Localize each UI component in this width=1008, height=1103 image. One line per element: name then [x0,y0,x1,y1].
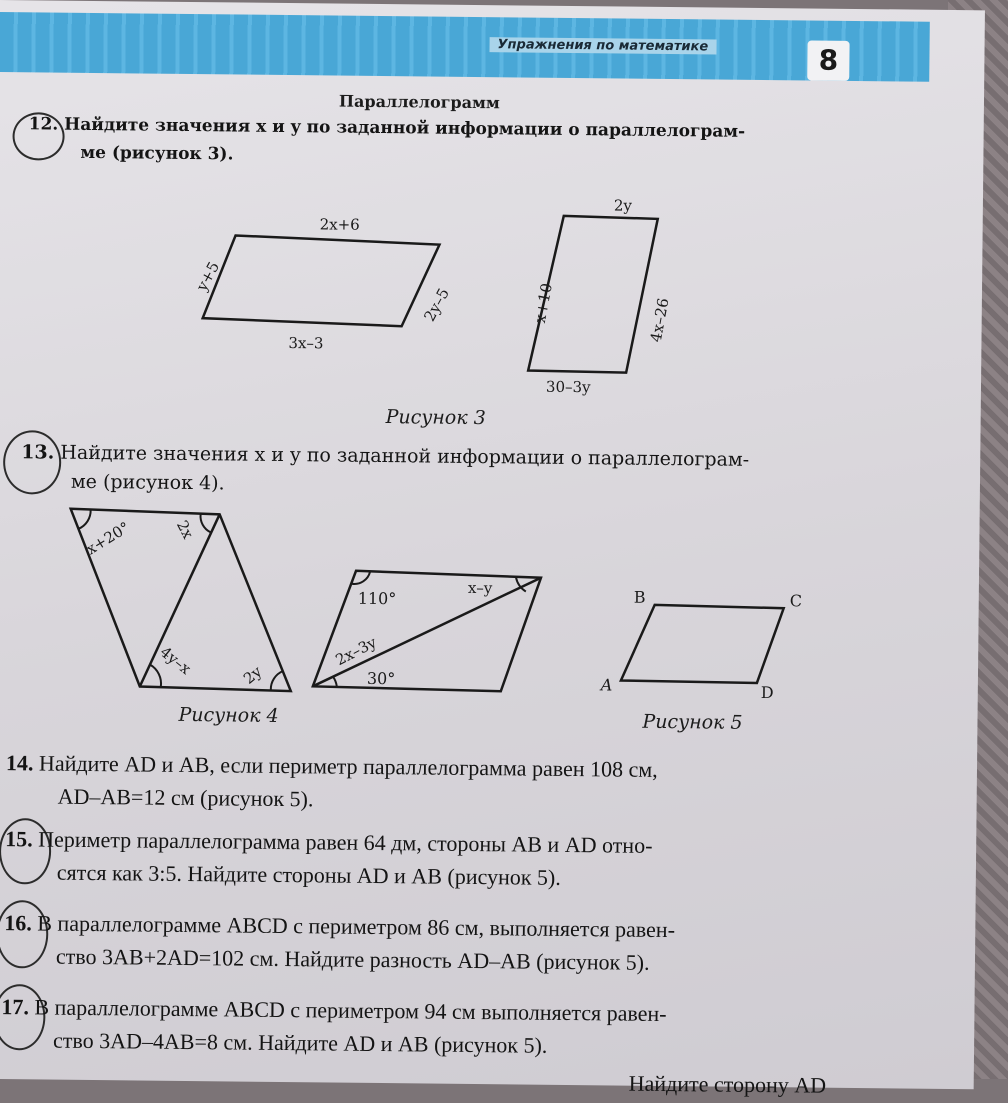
task-text-line: В параллелограмме ABCD с периметром 94 см выполняется равен- [34,994,667,1027]
vertex-c-label: C [789,591,803,611]
task-15 [5,822,906,897]
side-label-bottom: 3x–3 [288,334,324,353]
task-number: 12. [28,114,59,135]
task-text-line: ство 3AB+2AD=102 см. Найдите разность AD–AB (рисунок 5). [55,943,650,975]
angle-arc [200,514,210,532]
footer-partial-text: Найдите сторону AD [628,1070,827,1098]
task-text-line: Найдите значения x и y по заданной информации о параллелограм- [60,441,750,471]
task-17 [1,990,902,1065]
angle-label-bottom-right: 2y [239,662,266,688]
angle-label-bottom: 30° [366,668,396,689]
figure-3-caption: Рисунок 3 [385,406,486,430]
parallelogram-abcd [621,605,784,684]
side-label-top: 2x+6 [319,215,360,234]
task-text-line: В параллелограмме ABCD с периметром 86 см, выполняется равен- [37,910,676,943]
task-text-line: ме (рисунок 4). [70,470,225,495]
task-12 [28,110,849,175]
side-label-top: 2y [613,196,633,215]
task-number: 14. [5,750,34,776]
angle-arc [333,677,337,687]
side-label-right: 4x–26 [646,296,673,344]
figure-4-caption: Рисунок 4 [178,703,279,727]
side-label-right: 2y–5 [420,285,453,325]
side-label-left: y+5 [192,258,224,295]
task-text-line: Найдите значения x и y по заданной информации о параллелограм- [64,114,746,142]
angle-label-middle: 2x–3y [332,633,380,670]
task-number: 16. [4,910,32,936]
chapter-number: 8 [807,40,849,80]
task-text-line: ме (рисунок 3). [80,142,234,165]
task-text-line: ство 3AD–4AB=8 см. Найдите AD и AB (рисунок 5). [52,1027,548,1058]
task-number: 15. [5,826,33,852]
figure-5-caption: Рисунок 5 [642,710,743,734]
task-text-line: Найдите AD и AB, если периметр параллелограмма равен 108 см, [38,750,658,782]
task-13 [21,438,882,505]
side-label-left: x+10 [530,281,556,325]
vertex-d-label: D [760,683,774,703]
angle-arc [78,510,90,529]
section-title: Параллелограмм [338,91,500,113]
angle-label-top-left: x+20° [82,518,133,559]
angle-arc [271,671,283,690]
task-text-line: Периметр параллелограмма равен 64 дм, стороны AB и AD отно- [38,826,653,858]
task-14 [5,746,906,821]
side-label-bottom: 30–3y [545,377,591,397]
angle-label-top-left: 110° [357,588,397,609]
task-number: 17. [1,994,30,1020]
vertex-a-label: A [600,675,613,695]
angle-label-top-right: 2x [172,517,198,542]
task-16 [4,906,905,981]
task-number: 13. [21,441,55,464]
task-text-line: сятся как 3:5. Найдите стороны AD и AB (рисунок 5). [56,859,561,890]
header-banner [0,12,930,82]
vertex-b-label: B [633,587,646,607]
banner-title: Упражнения по математике [489,37,716,54]
parallelogram-left [203,235,440,326]
angle-arc [150,665,161,687]
angle-label-bottom-left: 4y–x [156,642,195,679]
task-text-line: AD–AB=12 см (рисунок 5). [57,783,314,812]
angle-label-top-right: x–y [467,578,493,598]
